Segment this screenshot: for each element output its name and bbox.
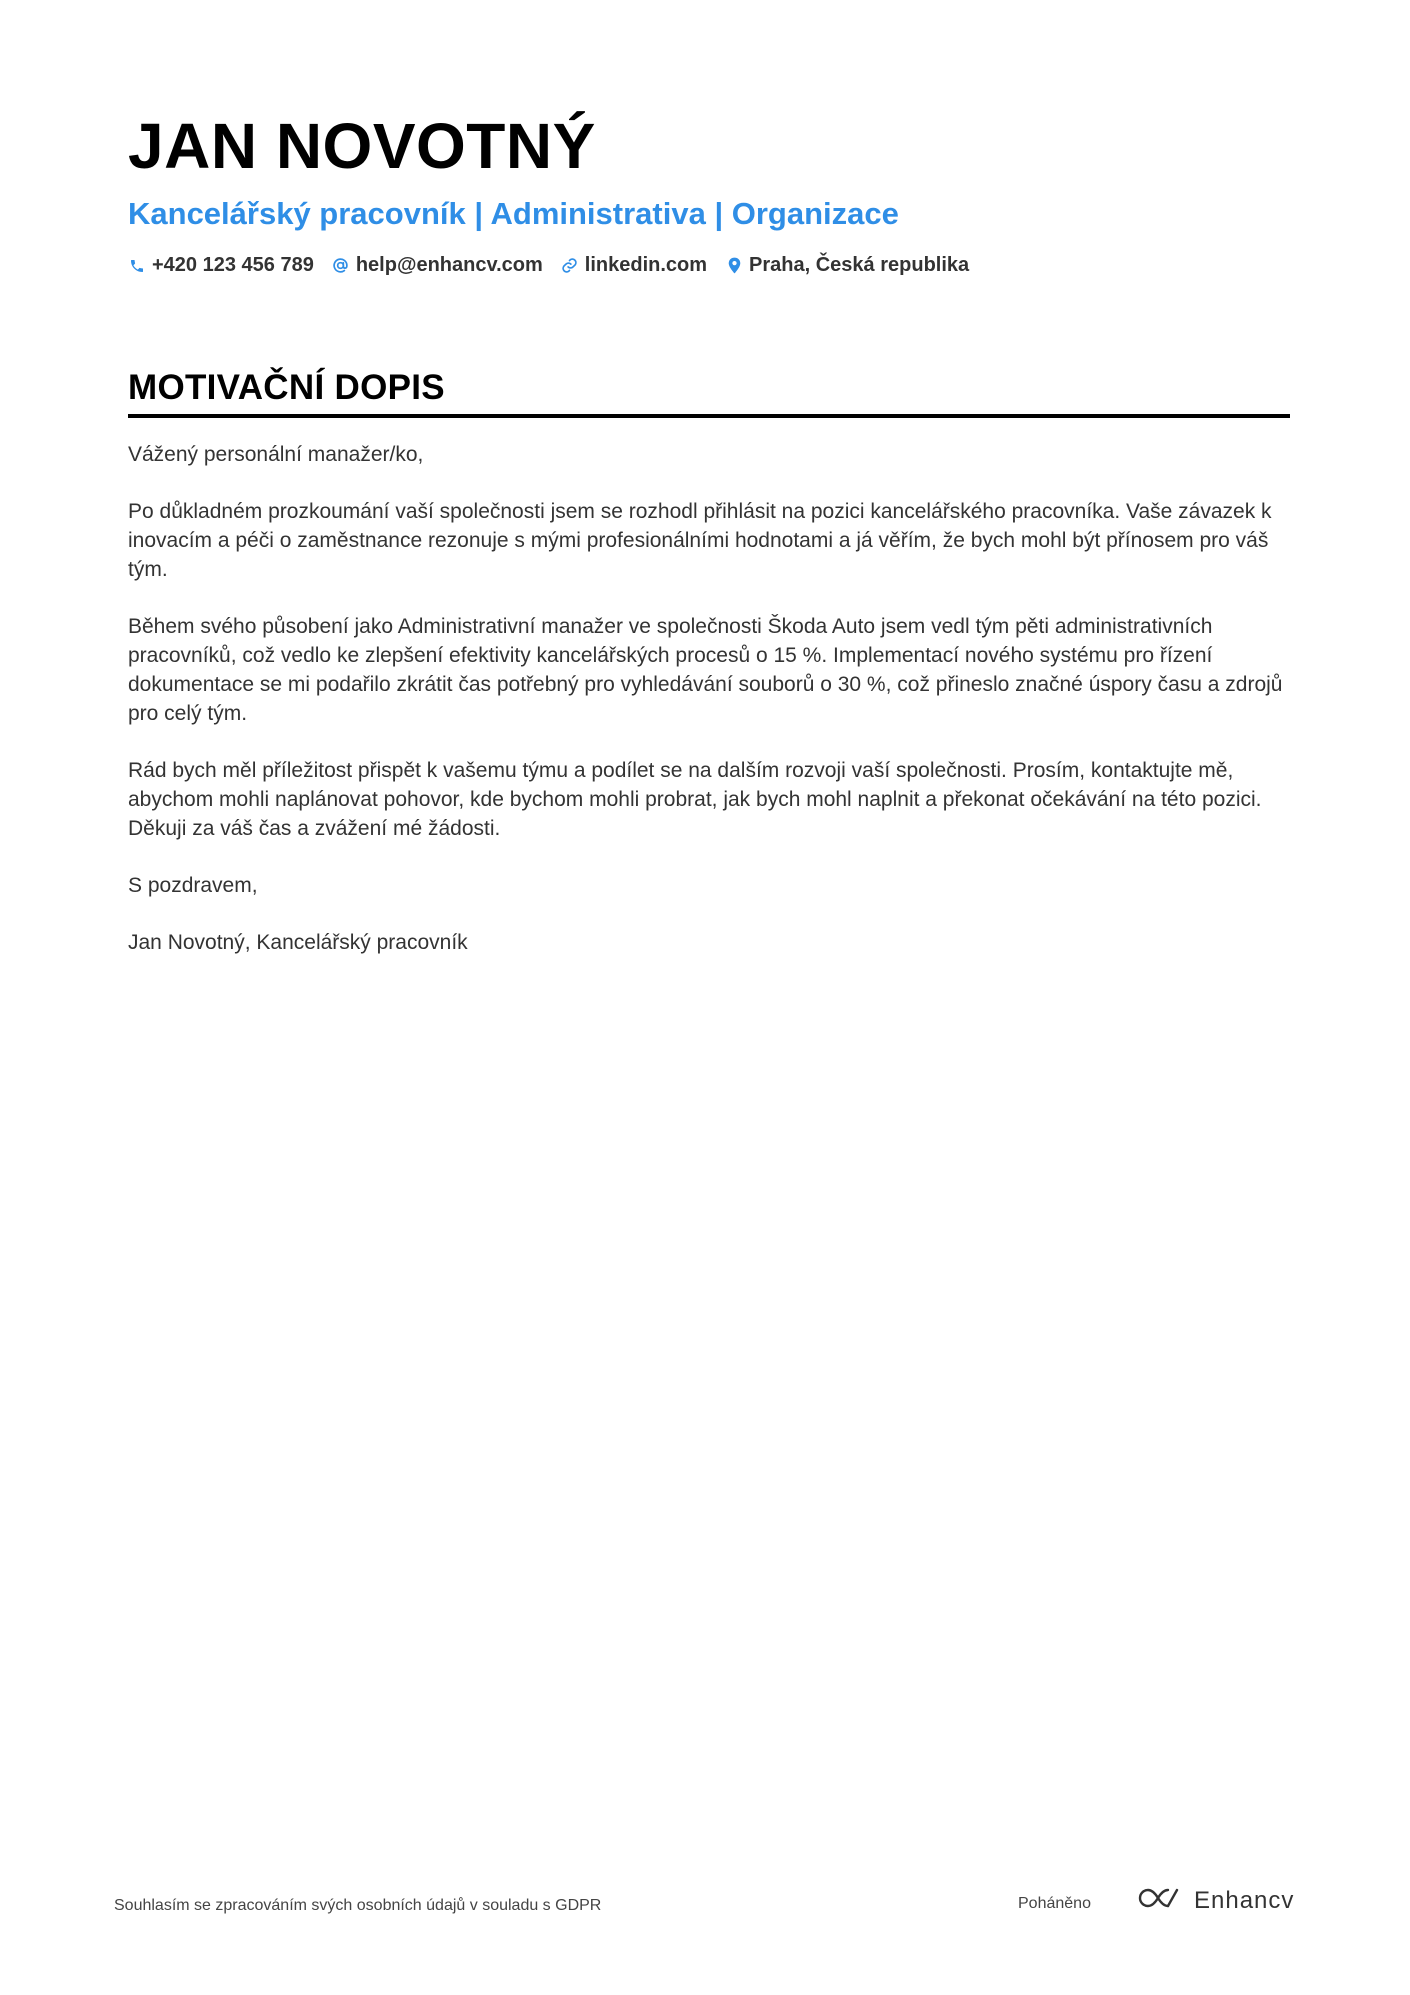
candidate-subtitle: Kancelářský pracovník | Administrativa | Organizace (128, 196, 899, 231)
location-text: Praha, Česká republika (749, 254, 970, 276)
letter-body (128, 440, 1290, 985)
section-title: MOTIVAČNÍ DOPIS (128, 366, 1290, 418)
letter-closing: S pozdravem, (128, 874, 258, 897)
letter-signature: Jan Novotný, Kancelářský pracovník (128, 931, 468, 954)
at-sign-icon (332, 257, 350, 275)
contact-website[interactable] (561, 254, 707, 277)
header (128, 108, 1290, 277)
candidate-name: JAN NOVOTNÝ (128, 110, 596, 182)
phone-icon (128, 257, 146, 275)
contact-phone (128, 254, 314, 277)
letter-paragraph: Během svého působení jako Administrativní manažer ve společnosti Škoda Auto jsem vedl tým pěti administrativních pracovníků, což vedlo ke zlepšení efektivity kancelářských procesů o 15 %. Implementací nového systému pro řízení dokumentace se mi podařilo zkrátit čas potřebný pro vyhledávání souborů o 30 %, což přineslo značné úspory času a zdrojů pro celý tým. (128, 615, 1283, 725)
gdpr-note: Souhlasím se zpracováním svých osobních údajů v souladu s GDPR (114, 1897, 602, 1914)
letter-greeting: Vážený personální manažer/ko, (128, 443, 424, 466)
brand-logo[interactable] (1138, 1885, 1294, 1916)
brand-name: Enhancv (1194, 1886, 1295, 1914)
website-text[interactable]: linkedin.com (584, 254, 708, 276)
enhancv-logo-icon (1138, 1885, 1184, 1916)
contact-email[interactable] (332, 254, 543, 277)
letter-paragraph: Po důkladném prozkoumání vaší společnosti jsem se rozhodl přihlásit na pozici kancelářského pracovníka. Vaše závazek k inovacím a péči o zaměstnance rezonuje s mými profesionálními hodnotami a já věřím, že bych mohl být přínosem pro váš tým. (128, 500, 1272, 581)
link-icon (561, 257, 579, 275)
map-pin-icon (725, 257, 743, 275)
contact-bar (128, 254, 1290, 277)
letter-paragraph: Rád bych měl příležitost přispět k vašemu týmu a podílet se na dalším rozvoji vaší společnosti. Prosím, kontaktujte mě, abychom mohli naplánovat pohovor, kde bychom mohli probrat, jak bych mohl naplnit a překonat očekávání na této pozici. Děkuji za váš čas a zvážení mé žádosti. (128, 759, 1262, 840)
email-text[interactable]: help@enhancv.com (355, 254, 543, 276)
powered-by-label: Poháněno (1018, 1895, 1091, 1912)
contact-location (725, 254, 969, 277)
phone-text: +420 123 456 789 (152, 254, 314, 276)
